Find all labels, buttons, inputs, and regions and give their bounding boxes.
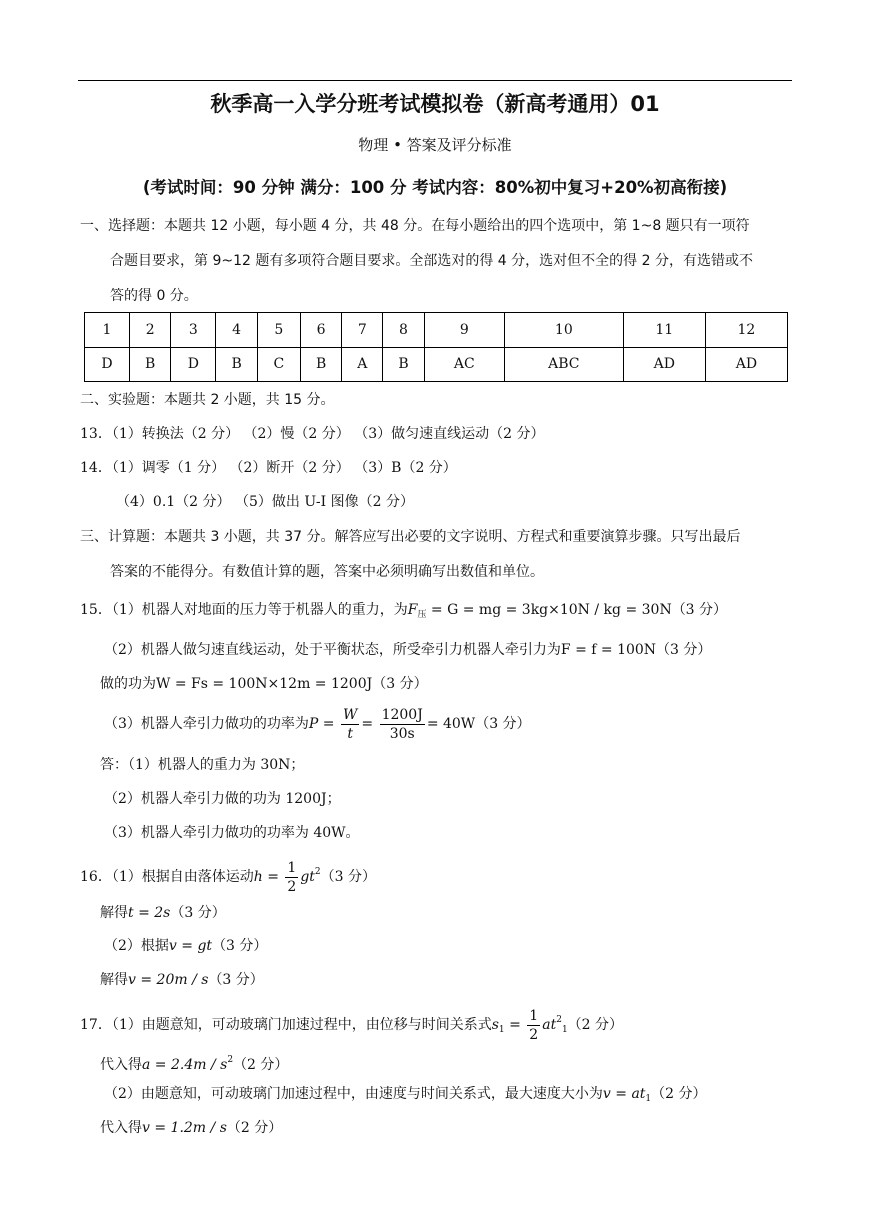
- section3-line2: 答案的不能得分。有数值计算的题，答案中必须明确写出数值和单位。: [110, 564, 544, 580]
- question-number-row: [85, 313, 788, 348]
- table-cell: B: [383, 347, 424, 382]
- table-cell: 11: [623, 313, 705, 348]
- table-cell: ABC: [504, 347, 623, 382]
- q15-part3-score: （3 分）: [372, 676, 428, 692]
- q15-part3: [100, 674, 428, 694]
- q15-part4: （3）机器人牵引力做功的功率为P = $\frac{W}{t}$ = $\frac{1200J}{30s}$ = 40W（3 分）: [104, 706, 531, 742]
- q16-part4: [100, 970, 264, 990]
- q15-part4-text: （3）机器人牵引力做功的功率为: [104, 716, 309, 732]
- q15-part1-score: （3 分）: [671, 602, 728, 618]
- table-cell: C: [257, 347, 300, 382]
- q15-part3-equation: W = Fs = 100N×12m = 1200J: [156, 676, 373, 692]
- page-subtitle: 物理 • 答案及评分标准: [358, 136, 512, 154]
- table-cell: A: [342, 347, 383, 382]
- q17-part3-score: （2 分）: [651, 1086, 707, 1102]
- table-cell: 10: [504, 313, 623, 348]
- table-cell: 2: [129, 313, 170, 348]
- q15-part2: [104, 640, 711, 660]
- q17-t-subscript: 1: [561, 1025, 568, 1035]
- table-cell: B: [216, 347, 257, 382]
- q17-part3-subscript: 1: [645, 1094, 652, 1104]
- q16-part3-equation: v = gt: [168, 938, 213, 954]
- section2-heading: 二、实验题：本题共 2 小题，共 15 分。: [80, 392, 335, 408]
- q16-part2-text: 解得: [100, 905, 128, 921]
- q17-part4-equation: v = 1.2m / s: [142, 1120, 227, 1136]
- top-rule: [78, 80, 792, 81]
- page-title: 秋季高一入学分班考试模拟卷（新高考通用）01: [210, 92, 660, 116]
- q15-force-subscript: 压: [417, 610, 427, 620]
- q17-part2-squared: 2: [227, 1055, 234, 1065]
- section1-line3: 答的得 0 分。: [110, 288, 198, 304]
- table-cell: AC: [424, 347, 504, 382]
- q14-answer-line1: 14．（1）调零（1 分） （2）断开（2 分） （3）B（2 分）: [80, 460, 457, 476]
- q15-part2-equation: F = f = 100N: [560, 642, 657, 658]
- q17-squared: 2: [556, 1015, 562, 1025]
- q16-part1-text: 16．（1）根据自由落体运动: [80, 869, 254, 885]
- q15-answer-1: 答：（1）机器人的重力为 30N；: [100, 757, 305, 773]
- q16-h-lhs: h =: [253, 869, 279, 885]
- q17-part4-score: （2 分）: [226, 1120, 283, 1136]
- answer-row: [85, 347, 788, 382]
- q16-fraction-half: $\frac{1}{2}$: [287, 859, 297, 895]
- q16-part4-score: （3 分）: [208, 972, 264, 988]
- table-cell: D: [171, 347, 216, 382]
- q16-squared: 2: [314, 867, 321, 877]
- table-cell: 5: [257, 313, 300, 348]
- q15-fraction-w-over-t: $\frac{W}{t}$: [342, 706, 358, 742]
- table-cell: 8: [383, 313, 424, 348]
- q16-part2-score: （3 分）: [170, 905, 226, 921]
- answer-table: [84, 312, 788, 382]
- q15-part1-equation: = G = mg = 3kg×10N / kg = 30N: [426, 602, 672, 618]
- table-cell: 12: [705, 313, 787, 348]
- q15-answer-2: （2）机器人牵引力做的功为 1200J；: [104, 791, 341, 807]
- q17-part1-score: （2 分）: [567, 1017, 624, 1033]
- q17-part3-equation: v = at: [602, 1086, 646, 1102]
- q15-power-rhs: = 40W: [426, 716, 476, 732]
- q16-part2: [100, 903, 226, 923]
- table-cell: 7: [342, 313, 383, 348]
- q15-fraction-values: $\frac{1200J}{30s}$: [381, 706, 423, 742]
- q17-part4: [100, 1118, 282, 1138]
- q15-power-lhs: P =: [308, 716, 335, 732]
- q17-part1: 17．（1）由题意知，可动玻璃门加速过程中，由位移与时间关系式$s_1$ = $\frac{1}{2}$ $at^2_1(2$ 分）: [80, 1007, 624, 1043]
- q16-part3-text: （2）根据: [104, 938, 169, 954]
- q17-part3: [104, 1084, 707, 1109]
- q17-part3-text: （2）由题意知，可动玻璃门加速过程中，由速度与时间关系式，最大速度大小为: [104, 1086, 603, 1102]
- table-cell: B: [129, 347, 170, 382]
- table-cell: D: [85, 347, 130, 382]
- q16-part2-equation: t = 2s: [128, 905, 171, 921]
- q13-answer: 13．（1）转换法（2 分） （2）慢（2 分） （3）做匀速直线运动（2 分）: [80, 426, 545, 442]
- section1-line2: 合题目要求，第 9~12 题有多项符合题目要求。全部选对的得 4 分，选对但不全的得 2 分，有选错或不: [110, 253, 753, 269]
- q17-fraction-half: $\frac{1}{2}$: [529, 1007, 539, 1043]
- q16-gt: gt: [300, 869, 315, 885]
- q16-part3: [104, 936, 267, 956]
- q16-part3-score: （3 分）: [212, 938, 268, 954]
- q17-part2-score: （2 分）: [233, 1057, 289, 1073]
- q15-part1-text: 15．（1）机器人对地面的压力等于机器人的重力，为: [80, 602, 408, 618]
- q17-part4-text: 代入得: [100, 1120, 142, 1136]
- table-cell: 1: [85, 313, 130, 348]
- q16-part4-equation: v = 20m / s: [128, 972, 209, 988]
- q15-part1: [80, 600, 727, 625]
- section1-line1: 一、选择题：本题共 12 小题，每小题 4 分，共 48 分。在每小题给出的四个选项中，第 1~8 题只有一项符: [80, 218, 750, 234]
- q17-at: at: [542, 1017, 557, 1033]
- q17-part2-text: 代入得: [100, 1057, 142, 1073]
- table-cell: AD: [705, 347, 787, 382]
- q15-answer-3: （3）机器人牵引力做功的功率为 40W。: [104, 825, 360, 841]
- table-cell: 3: [171, 313, 216, 348]
- q14-answer-line2: （4）0.1（2 分） （5）做出 U-I 图像（2 分）: [116, 494, 414, 510]
- q17-part1-text: 17．（1）由题意知，可动玻璃门加速过程中，由位移与时间关系式: [80, 1017, 492, 1033]
- table-cell: 6: [300, 313, 341, 348]
- exam-info: (考试时间：90 分钟 满分：100 分 考试内容：80%初中复习+20%初高衔接): [142, 178, 728, 197]
- q16-part1: [80, 852, 376, 897]
- table-cell: B: [300, 347, 341, 382]
- q15-part2-score: （3 分）: [656, 642, 712, 658]
- q16-part1-score: （3 分）: [320, 869, 376, 885]
- q15-force-symbol: F: [407, 602, 418, 618]
- q17-part2-equation: a = 2.4m / s: [142, 1057, 228, 1073]
- q15-part2-text: （2）机器人做匀速直线运动，处于平衡状态，所受牵引力机器人牵引力为: [104, 642, 561, 658]
- table-cell: 9: [424, 313, 504, 348]
- q17-s-subscript: 1: [498, 1025, 505, 1035]
- section3-line1: 三、计算题：本题共 3 小题，共 37 分。解答应写出必要的文字说明、方程式和重要演算步骤。只写出最后: [80, 529, 741, 545]
- q17-part2: [100, 1050, 288, 1075]
- q15-part3-text: 做的功为: [100, 676, 156, 692]
- q15-part4-score: （3 分）: [475, 716, 531, 732]
- table-cell: 4: [216, 313, 257, 348]
- q16-part4-text: 解得: [100, 972, 128, 988]
- q17-s-symbol: s: [491, 1017, 499, 1033]
- table-cell: AD: [623, 347, 705, 382]
